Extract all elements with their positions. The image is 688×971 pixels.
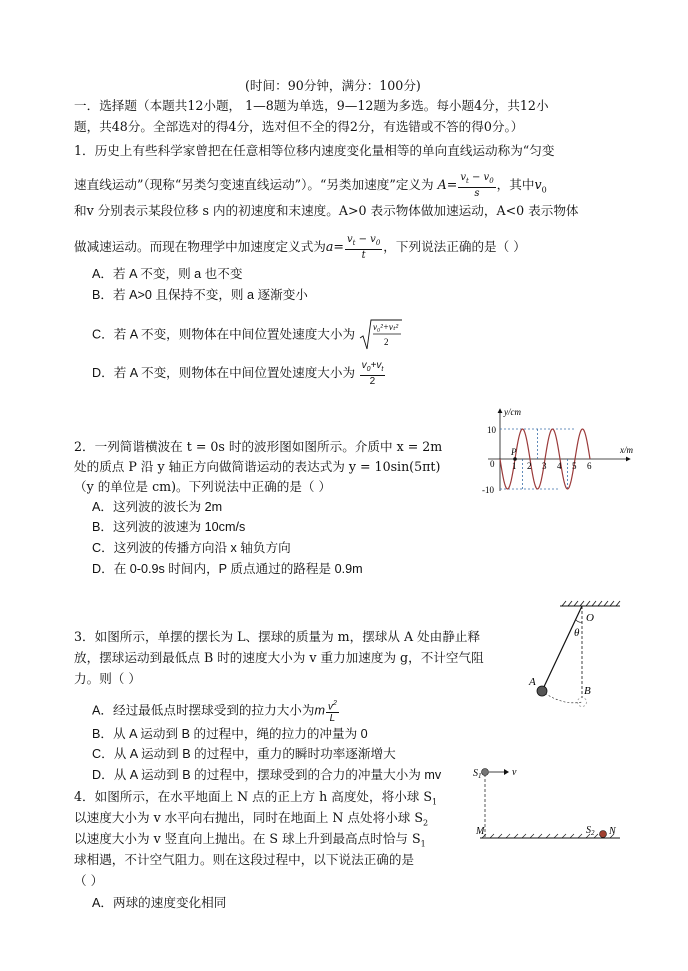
section-title-line2: 题，共48分。全部选对的得4分，选对但不全的得2分，有选错或不答的得0分。） xyxy=(74,119,524,134)
q4-line3: 以速度大小为 v 竖直向上抛出。在 S 球上升到最高点时恰与 $S_1$ xyxy=(74,831,426,849)
q2-option-a[interactable]: A．这列波的波长为 2m xyxy=(92,500,223,514)
q3-line2: 放，摆球运动到最低点 B 时的速度大小为 v 重力加速度为 g，不计空气阻 xyxy=(74,650,484,665)
q1-line4-text: 做减速运动。而现在物理学中加速度定义式为 xyxy=(74,239,326,254)
q2-option-b[interactable]: B．这列波的波速为 10cm/s xyxy=(92,520,246,534)
q1-option-d-formula: $\frac{v_0+v_t}{2}$ xyxy=(361,360,384,387)
label-n: N xyxy=(609,826,616,837)
q1-a-symbol: a xyxy=(325,239,334,254)
label-m: M xyxy=(476,826,485,837)
label-s2: $S_2$ xyxy=(586,825,595,837)
ball-a xyxy=(537,686,547,696)
ball-s1 xyxy=(482,769,489,776)
q4-option-a[interactable]: A．两球的速度变化相同 xyxy=(92,896,227,910)
q4-line4: 球相遇，不计空气阻力。则在这段过程中，以下说法正确的是 xyxy=(74,852,415,867)
q1-line4: 做减速运动。而现在物理学中加速度定义式为a= $\frac{v_t - v_0}{t}$ ，下列说法正确的是（ ） xyxy=(74,234,526,261)
y-tick-neg10: -10 xyxy=(482,485,494,495)
q3-option-d[interactable]: D．从 A 运动到 B 的过程中，摆球受到的合力的冲量大小为 mv xyxy=(92,768,442,782)
svg-text:2: 2 xyxy=(383,337,389,347)
q1-line2-text: 速直线运动”（现称“另类匀变速直线运动”）。“另类加速度”定义为 xyxy=(74,177,434,192)
q2-wave-graph xyxy=(470,405,640,495)
origin-label: 0 xyxy=(490,459,495,469)
q4-line5: （ ） xyxy=(74,873,104,888)
q1-v0: v xyxy=(534,177,542,192)
svg-text:v₀²+vₜ²: v₀²+vₜ² xyxy=(372,322,398,332)
q1-line3: 和v 分别表示某段位移 s 内的初速度和末速度。A>0 表示物体做加速运动，A<0 表示物体 xyxy=(74,203,579,218)
q3-option-a-fraction: $\frac{v^2}{L}$ xyxy=(328,700,337,725)
q1-line2-tail: ，其中 xyxy=(496,177,535,192)
label-o: O xyxy=(586,612,594,624)
ball-s2 xyxy=(600,831,607,838)
q1-option-b[interactable]: B．若 A>0 且保持不变，则 a 逐渐变小 xyxy=(92,288,308,302)
q3-option-a-m: m xyxy=(314,703,325,718)
x-tick-2: 2 xyxy=(527,461,532,471)
q3-line3: 力。则（ ） xyxy=(74,671,141,686)
q2-line3: （y 的单位是 cm)。下列说法中正确的是（ ） xyxy=(74,479,332,494)
q1-option-a[interactable]: A．若 A 不变，则 a 也不变 xyxy=(92,267,243,281)
q2-option-d[interactable]: D．在 0-0.9s 时间内，P 质点通过的路程是 0.9m xyxy=(92,562,363,576)
x-tick-6: 6 xyxy=(587,461,592,471)
q3-option-a[interactable] xyxy=(92,698,340,724)
section-title-line1: 一．选择题（本题共12小题， 1—8题为单选，9—12题为多选。每小题4分，共12小 xyxy=(74,98,549,113)
q3-option-c[interactable]: C．从 A 运动到 B 的过程中，重力的瞬时功率逐渐增大 xyxy=(92,747,396,761)
q1-line2: 速直线运动”（现称“另类匀变速直线运动”）。“另类加速度”定义为 A= $\frac{v_t - v_0}{s}$ ，其中$v_0$ xyxy=(74,172,547,199)
label-theta: θ xyxy=(574,627,580,639)
x-tick-3: 3 xyxy=(542,461,547,471)
label-s1: $S_1$ xyxy=(473,768,482,780)
q1-A-symbol: A xyxy=(437,177,447,192)
x-tick-4: 4 xyxy=(557,461,562,471)
q3-pendulum-figure xyxy=(520,598,640,718)
q3-line1: 3．如图所示，单摆的摆长为 L、摆球的质量为 m，摆球从 A 处由静止释 xyxy=(74,629,481,644)
y-tick-10: 10 xyxy=(487,425,496,435)
q3-option-b[interactable]: B．从 A 运动到 B 的过程中，绳的拉力的冲量为 0 xyxy=(92,727,368,741)
string xyxy=(542,606,582,691)
x-tick-1: 1 xyxy=(512,461,517,471)
q1-a-fraction: $\frac{v_t - v_0}{t}$ xyxy=(346,234,381,261)
q3-option-a-text: A．经过最低点时摆球受到的拉力大小为 xyxy=(92,703,315,718)
q4-line2: 以速度大小为 v 水平向右抛出，同时在地面上 N 点处将小球 $S_2$ xyxy=(74,810,429,828)
q2-line1: 2．一列简谐横波在 t = 0s 时的波形图如图所示。介质中 x = 2m xyxy=(74,439,443,454)
q1-A-fraction: $\frac{v_t - v_0}{s}$ xyxy=(460,172,494,199)
ceiling-hatch xyxy=(562,601,620,606)
angle-arc xyxy=(576,620,582,622)
q4-line1: 4．如图所示，在水平地面上 N 点的正上方 h 高度处，将小球 $S_1$ xyxy=(74,789,438,807)
point-p-label: P xyxy=(511,447,517,457)
velocity-arrowhead xyxy=(504,769,509,775)
swing-arc xyxy=(542,691,582,703)
exam-time-score: (时间：90分钟，满分：100分) xyxy=(245,78,421,93)
label-b: B xyxy=(584,685,591,697)
q1-option-c[interactable] xyxy=(92,318,403,352)
q1-line4-tail: ，下列说法正确的是（ ） xyxy=(383,239,526,254)
q1-line1: 1．历史上有些科学家曾把在任意相等位移内速度变化量相等的单向直线运动称为“匀变 xyxy=(74,143,555,158)
q1-option-c-text: C．若 A 不变，则物体在中间位置处速度大小为 xyxy=(92,327,356,342)
q1-option-d-text: D．若 A 不变，则物体在中间位置处速度大小为 xyxy=(92,365,356,380)
y-axis-label: y/cm xyxy=(504,407,521,417)
label-a: A xyxy=(529,676,536,688)
ball-b xyxy=(578,698,587,707)
q4-figure xyxy=(470,760,630,840)
x-axis-label: x/m xyxy=(620,445,633,455)
q1-option-c-formula xyxy=(359,318,403,352)
q1-option-d[interactable] xyxy=(92,360,386,387)
q2-option-c[interactable]: C．这列波的传播方向沿 x 轴负方向 xyxy=(92,541,291,555)
x-tick-5: 5 xyxy=(572,461,577,471)
q2-line2: 处的质点 P 沿 y 轴正方向做简谐运动的表达式为 y = 10sin(5πt) xyxy=(74,459,441,474)
label-v: v xyxy=(512,767,517,778)
